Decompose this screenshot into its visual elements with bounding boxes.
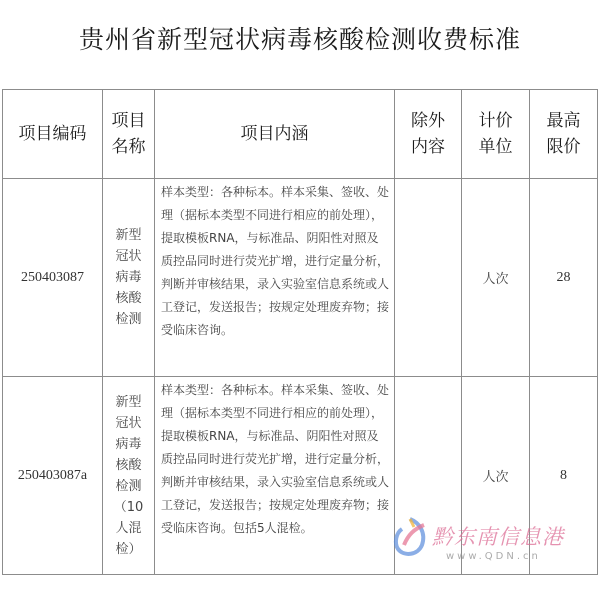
item-name-line: 新型 (115, 394, 142, 410)
table-row (3, 179, 598, 377)
watermark-url: www.QDN.cn (446, 551, 541, 562)
header-except-line: 内容 (411, 137, 445, 157)
header-code: 项目编码 (3, 90, 103, 179)
watermark-name: 黔东南信息港 (432, 525, 564, 549)
item-name-line: 冠状 (115, 249, 142, 264)
header-unit-line: 计价 (478, 111, 513, 131)
item-name-line: 冠状 (115, 415, 142, 431)
item-unit: 人次 (462, 377, 530, 575)
fee-table (2, 89, 598, 575)
header-name (103, 90, 155, 179)
item-name-line: 病毒 (115, 436, 142, 452)
item-name-line: 核酸 (115, 291, 142, 306)
item-name (103, 377, 155, 575)
item-price: 28 (530, 179, 598, 377)
header-price-line: 最高 (546, 111, 581, 131)
item-name-line: （10 (113, 499, 144, 515)
header-price-line: 限价 (546, 137, 581, 157)
header-name-line: 名称 (111, 137, 146, 157)
item-content: 样本类型：各种标本。样本采集、签收、处理（据标本类型不同进行相应的前处理），提取模板RNA，与标准品、阴阳性对照及质控品同时进行荧光扩增，进行定量分析，判断并审核结果，录入实验室信息系统或人工登记，发送报告；按规定处理废弃物；接受临床咨询。 (155, 179, 395, 377)
item-price: 8 (530, 377, 598, 575)
page-title: 贵州省新型冠状病毒核酸检测收费标准 (78, 25, 521, 54)
header-price (530, 90, 598, 179)
item-name-line: 病毒 (115, 270, 142, 285)
item-name (103, 179, 155, 377)
item-name-line: 人混 (115, 520, 142, 536)
item-code: 250403087a (3, 377, 103, 575)
header-name-line: 项目 (111, 111, 146, 131)
item-except (395, 377, 462, 575)
item-name-line: 检测 (115, 478, 142, 494)
item-name-line: 核酸 (115, 457, 142, 473)
header-except-line: 除外 (411, 111, 445, 131)
item-name-line: 检测 (115, 312, 142, 327)
table-row (3, 377, 598, 575)
header-except (395, 90, 462, 179)
item-unit: 人次 (462, 179, 530, 377)
item-code: 250403087 (3, 179, 103, 377)
item-name-line: 检） (115, 541, 142, 557)
item-except (395, 179, 462, 377)
item-content: 样本类型：各种标本。样本采集、签收、处理（据标本类型不同进行相应的前处理），提取模板RNA，与标准品、阴阳性对照及质控品同时进行荧光扩增，进行定量分析，判断并审核结果，录入实验室信息系统或人工登记，发送报告；按规定处理废弃物；接受临床咨询。包括5人混检。 (155, 377, 395, 575)
header-unit (462, 90, 530, 179)
table-header-row (3, 90, 598, 179)
item-name-line: 新型 (115, 228, 142, 243)
header-unit-line: 单位 (478, 137, 513, 157)
header-content: 项目内涵 (155, 90, 395, 179)
